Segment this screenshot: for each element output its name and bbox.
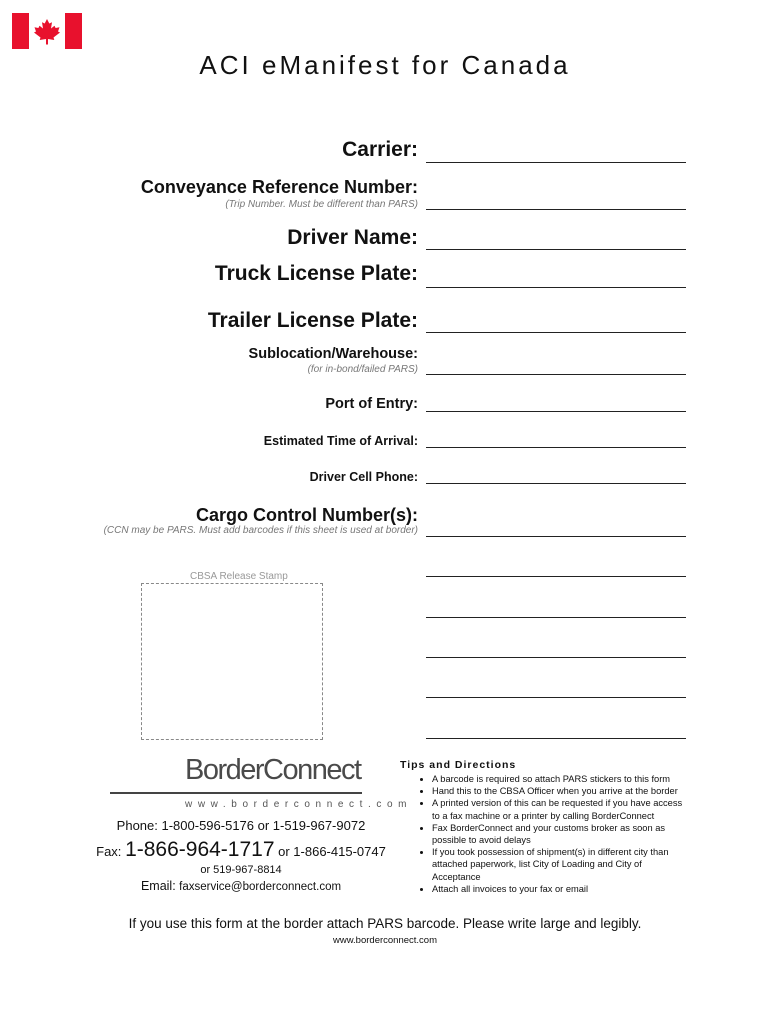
canada-flag-icon xyxy=(12,13,82,49)
driver-cell-write-line xyxy=(426,483,686,484)
cargo-control-write-line xyxy=(426,536,686,537)
conveyance-reference-label: Conveyance Reference Number: xyxy=(140,177,418,197)
cargo-control-note: (CCN may be PARS. Must add barcodes if this sheet is used at border) xyxy=(103,525,418,536)
sublocation-write-line xyxy=(426,374,686,375)
trailer-plate-label: Trailer License Plate: xyxy=(207,309,418,332)
tips-heading: Tips and Directions xyxy=(400,759,517,771)
email-label: Email: xyxy=(140,879,176,893)
cargo-control-write-line xyxy=(426,576,686,577)
list-item: • Fax BorderConnect and your customs broker as soon as possible to avoid delays xyxy=(432,822,687,846)
sublocation-label: Sublocation/Warehouse: xyxy=(248,346,418,362)
carrier-write-line xyxy=(426,162,686,163)
cargo-control-label: Cargo Control Number(s): xyxy=(196,505,418,525)
stamp-label: CBSA Release Stamp xyxy=(190,571,288,582)
list-item: • A barcode is required so attach PARS stickers to this form xyxy=(432,773,687,785)
fax-alt-number: or 1-866-415-0747 xyxy=(278,844,386,859)
footer-note: If you use this form at the border attach PARS barcode. Please write large and legibly. xyxy=(128,916,642,931)
fax-label: Fax: xyxy=(96,844,122,859)
tips-list xyxy=(418,773,687,895)
list-item: • A printed version of this can be requested if you have access to a fax machine or a printer by calling BorderConnect xyxy=(432,797,687,821)
page-title: ACI eManifest for Canada xyxy=(199,50,571,80)
logo-website: www.borderconnect.com xyxy=(185,799,413,810)
fax-line xyxy=(96,838,386,862)
sublocation-note: (for in-bond/failed PARS) xyxy=(307,364,418,375)
eta-write-line xyxy=(426,447,686,448)
truck-plate-label: Truck License Plate: xyxy=(214,262,418,285)
eta-label: Estimated Time of Arrival: xyxy=(263,434,418,448)
carrier-label: Carrier: xyxy=(342,138,418,161)
driver-name-label: Driver Name: xyxy=(287,226,418,249)
conveyance-reference-note: (Trip Number. Must be different than PARS) xyxy=(225,199,418,210)
trailer-plate-write-line xyxy=(426,332,686,333)
email-address[interactable]: faxservice@borderconnect.com xyxy=(179,881,342,893)
cargo-control-write-line xyxy=(426,697,686,698)
port-of-entry-label: Port of Entry: xyxy=(325,396,418,412)
truck-plate-write-line xyxy=(426,287,686,288)
list-item: • Hand this to the CBSA Officer when you arrive at the border xyxy=(432,785,687,797)
footer-url[interactable]: www.borderconnect.com xyxy=(332,935,438,946)
list-item: • If you took possession of shipment(s) in different city than attached paperwork, list City of Loading and City of Acceptance xyxy=(432,846,687,883)
cargo-control-write-line xyxy=(426,657,686,658)
phone-line: Phone: 1-800-596-5176 or 1-519-967-9072 xyxy=(116,818,366,833)
cbsa-stamp-box xyxy=(141,583,323,740)
port-of-entry-write-line xyxy=(426,411,686,412)
driver-cell-label: Driver Cell Phone: xyxy=(309,470,418,484)
fax-main-number: 1-866-964-1717 xyxy=(125,838,275,861)
cargo-control-write-line xyxy=(426,617,686,618)
list-item: • Attach all invoices to your fax or email xyxy=(432,883,687,895)
driver-name-write-line xyxy=(426,249,686,250)
cargo-control-write-line xyxy=(426,738,686,739)
borderconnect-logo: BorderConnect xyxy=(185,754,361,786)
fax-alt-number-2: or 519-967-8814 xyxy=(200,864,282,876)
conveyance-reference-write-line xyxy=(426,209,686,210)
logo-divider xyxy=(110,792,362,794)
email-line xyxy=(96,879,386,893)
